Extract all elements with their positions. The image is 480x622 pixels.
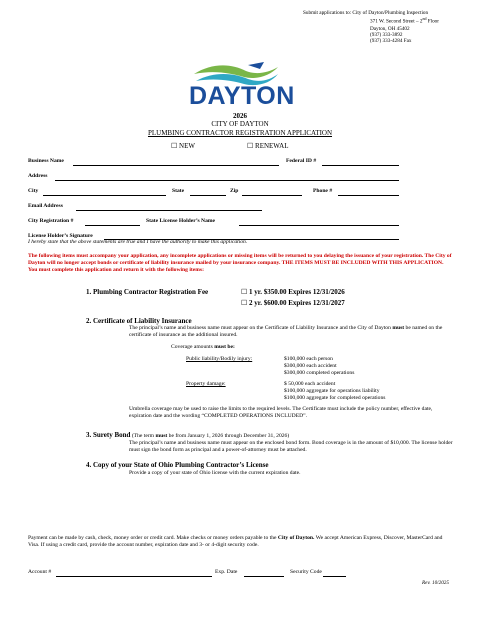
item1-opt1-box[interactable]: ☐ [241,288,248,296]
coverage-text: Coverage amounts [171,344,215,350]
title-name: PLUMBING CONTRACTOR REGISTRATION APPLICATION [147,128,333,137]
public-liability-values [284,356,354,376]
address-label: Address [28,173,48,179]
exp-date-label: Exp. Date [215,569,238,575]
submit-street-floor: Floor [426,19,439,26]
title-year: 2026 [233,112,247,120]
umbrella-text: Umbrella coverage may be used to raise the limits to the required levels. The Certificate must include the policy number, effective date, expiration date and the wording “COMPLETED OPERATIONS INCLUDED”. [129,406,433,419]
pl-val: $100,000 each person [284,356,333,362]
phone-label: Phone # [313,188,333,194]
renewal-box[interactable]: ☐ [247,142,254,150]
item2-label: 2. Certificate of Liability Insurance [86,317,192,325]
item3-heading [86,431,289,439]
state-field[interactable] [190,195,226,196]
pl-val: $300,000 each accident [284,362,337,369]
property-damage-values [284,381,385,401]
phone-field[interactable] [338,195,399,196]
city-field[interactable] [43,195,166,196]
state-license-label: State License Holder’s Name [146,218,216,224]
federal-id-field[interactable] [322,165,399,166]
security-code-label: Security Code [290,569,322,575]
new-label: NEW [179,142,195,150]
state-label: State [172,188,185,194]
submit-street-text: 371 W. Second Street – 2 [370,19,423,26]
submit-street-sup: nd [422,16,427,22]
item3-note-a: (The term [130,433,156,439]
item3-note-must: must [155,433,168,439]
property-damage-label: Property damage: [186,381,226,387]
item1-opt1-text: 1 yr. $350.00 Expires 12/31/2026 [249,288,345,296]
submit-address-block [303,10,475,45]
item1-opt2-text: 2 yr. $600.00 Expires 12/31/2027 [249,299,345,307]
account-field[interactable] [56,576,212,577]
email-label: Email Address [28,203,63,209]
item2-text-b: be named on the certificate of insurance as the additional insured. [129,325,443,338]
new-checkbox[interactable] [171,142,195,150]
title-city: CITY OF DAYTON [211,120,269,129]
federal-id-label: Federal ID # [286,158,317,164]
exp-date-field[interactable] [244,576,284,577]
signature-label: License Holder’s Signature [28,233,93,239]
logo-text: DAYTON [189,82,295,110]
account-label: Account # [28,569,52,575]
pl-val: $300,000 completed operations [284,369,355,376]
payment-payee: City of Dayton. [277,535,315,541]
item2-text-must: must [392,325,405,331]
item3-note [130,433,289,439]
security-code-field[interactable] [323,576,346,577]
public-liability-label: Public liability/Bodily injury: [186,356,253,362]
item3-note-b: be from January 1, 2026 through December 31, 2026) [167,433,290,439]
form-title [100,112,380,137]
attest-text: I hereby state that the above statements are true and I have the authority to make this application. [28,239,248,245]
payment-text [28,535,452,549]
city-label: City [28,188,39,194]
submit-line-1: Submit applications to: City of Dayton/Plumbing Inspection [303,10,429,16]
item4-text: Provide a copy of your state of Ohio license with the current expiration date. [129,470,301,476]
pd-val: $ 50,000 each accident [284,381,336,387]
item2-paragraph [129,325,459,339]
item1-label: 1. Plumbing Contractor Registration Fee [86,288,209,296]
business-name-field[interactable] [73,165,279,166]
item4-label: 4. Copy of your State of Ohio Plumbing Contractor’s License [86,461,269,469]
zip-field[interactable] [242,195,302,196]
submit-city: Dayton, OH 45402 [370,25,410,32]
business-name-label: Business Name [28,158,64,164]
item3-text: The principal’s name and business name must appear on the enclosed bond form. Bond coverage is in the amount of $10,000. The license holder must sign the bond form as principal and a power-of-attorney must be attached. [129,440,453,453]
item1-option-1year[interactable] [241,288,345,296]
submit-phone: (937) 333-3892 [370,31,403,38]
dayton-logo [186,59,295,110]
item3-label: 3. Surety Bond [86,431,131,439]
renewal-checkbox[interactable] [247,142,288,150]
new-box[interactable]: ☐ [171,142,178,150]
coverage-must: must be: [214,344,235,350]
city-reg-label: City Registration # [28,218,74,224]
address-field[interactable] [55,180,399,181]
item1-opt2-box[interactable]: ☐ [241,299,248,307]
zip-label: Zip [230,188,239,194]
payment-text-a: Payment can be made by cash, check, money order or credit card. Make checks or money orders payable to the [28,535,278,541]
state-license-field[interactable] [239,225,399,226]
payment-text-b: We accept American Express, Discover, MasterCard and Visa. If using a credit card, provide the account number, expiration date and 3- or 4-digit security code. [28,535,443,548]
submit-street [303,16,475,25]
renewal-label: RENEWAL [255,142,289,150]
coverage-heading [171,344,235,351]
item2-text-a: The principal’s name and business name must appear on the Certificate of Liability Insurance and the City of Dayton [129,325,391,331]
item1-option-2year[interactable] [241,299,345,307]
pd-val: $100,000 aggregate for operations liability [284,387,380,394]
email-field[interactable] [76,210,262,211]
submit-fax: (937) 333-4284 Fax [370,38,412,45]
required-items-notice: The following items must accompany your application, any incomplete applications or missing items will be returned to you delaying the issuance of your registration. The City of Dayton will no longer accept bonds or certificate of liability insurance mailed by your insurance company. THE ITEMS MUST BE INCLUDED WITH THIS APPLICATION. You must complete this application and return it with the following items: [28,253,452,273]
city-reg-field[interactable] [85,225,140,226]
pd-val: $100,000 aggregate for completed operations [284,394,386,401]
revision-date: Rev. 10/2025 [422,580,449,586]
